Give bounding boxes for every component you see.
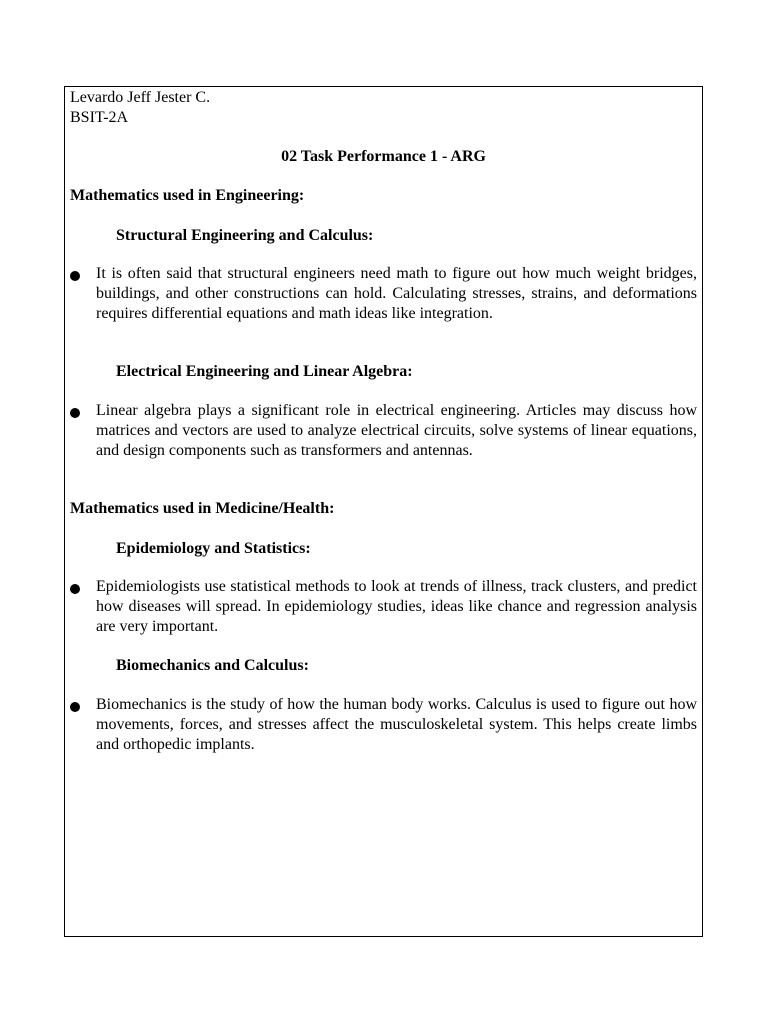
bullet-icon <box>70 584 80 594</box>
class-section: BSIT-2A <box>70 109 129 126</box>
topic-heading-electrical: Electrical Engineering and Linear Algebra: <box>116 363 413 380</box>
bullet-icon <box>70 271 80 281</box>
author-name: Levardo Jeff Jester C. <box>70 89 211 106</box>
document-title: 02 Task Performance 1 - ARG <box>281 148 486 165</box>
section-heading-engineering: Mathematics used in Engineering: <box>70 187 305 204</box>
topic-text-electrical: Linear algebra plays a significant role in electrical engineering. Articles may discuss how matrices and vectors are used to analyze electrical circuits, solve systems of linear equations, and design components such as transformers and antennas. <box>96 402 697 459</box>
section-heading-medicine: Mathematics used in Medicine/Health: <box>70 500 335 517</box>
topic-heading-epidemiology: Epidemiology and Statistics: <box>116 540 311 557</box>
bullet-icon <box>70 408 80 418</box>
topic-text-biomechanics: Biomechanics is the study of how the human body works. Calculus is used to figure out how movements, forces, and stresses affect the musculoskeletal system. This helps create limbs and orthopedic implants. <box>96 696 697 753</box>
topic-heading-structural: Structural Engineering and Calculus: <box>116 227 374 244</box>
topic-text-structural: It is often said that structural engineers need math to figure out how much weight bridges, buildings, and other constructions can hold. Calculating stresses, strains, and deformations requires differential equations and math ideas like integration. <box>96 265 697 322</box>
topic-heading-biomechanics: Biomechanics and Calculus: <box>116 657 309 674</box>
bullet-icon <box>70 702 80 712</box>
topic-text-epidemiology: Epidemiologists use statistical methods to look at trends of illness, track clusters, and predict how diseases will spread. In epidemiology studies, ideas like chance and regression analysis are very important. <box>96 578 697 635</box>
